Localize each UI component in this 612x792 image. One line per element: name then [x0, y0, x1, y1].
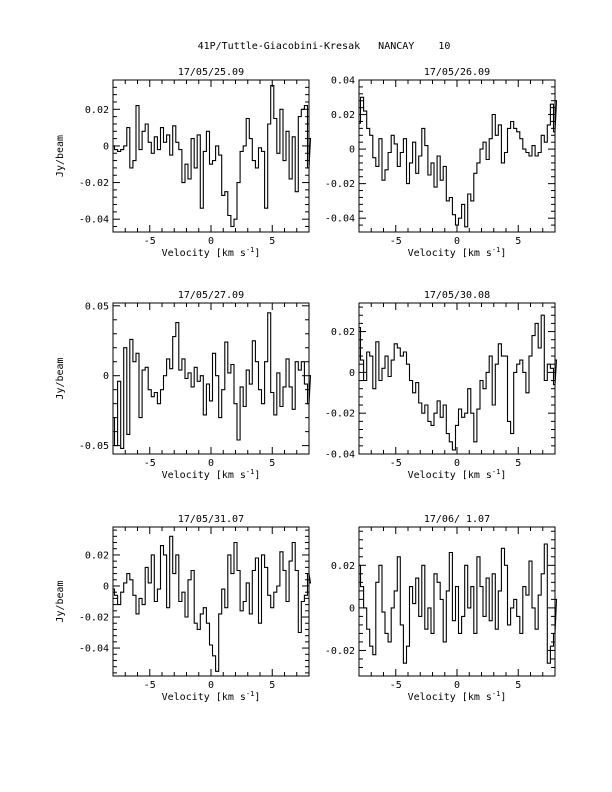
figure-title: 41P/Tuttle-Giacobini-Kresak NANCAY 10 — [197, 41, 451, 52]
x-axis-label — [408, 246, 507, 259]
y-tick-label: 0.02 — [84, 550, 109, 562]
panel-title: 17/05/27.09 — [177, 290, 245, 301]
x-tick-label: 5 — [515, 458, 522, 469]
x-axis-label-text: Velocity [km s — [407, 470, 492, 481]
y-tick-label: 0.04 — [330, 75, 355, 87]
y-tick-label: 0.02 — [330, 560, 355, 572]
y-axis-label: Jy/beam — [55, 580, 66, 623]
spectrum-line — [359, 315, 557, 450]
x-axis-label-text: Velocity [km s — [161, 248, 246, 259]
y-tick-label: -0.02 — [324, 645, 355, 657]
x-axis-label-text: Velocity [km s — [407, 248, 492, 259]
y-tick-label: -0.04 — [78, 643, 109, 655]
x-axis-label-close: ] — [254, 470, 261, 481]
x-axis-label — [162, 246, 261, 259]
y-tick-label: 0.02 — [330, 327, 355, 339]
y-tick-label: 0.02 — [84, 104, 109, 116]
x-axis-label-close: ] — [254, 248, 261, 259]
spectrum-line — [113, 86, 311, 227]
x-tick-label: 5 — [269, 680, 276, 691]
x-axis-label-text: Velocity [km s — [407, 692, 492, 703]
spectrum-line — [359, 97, 557, 227]
y-tick-label: 0 — [102, 371, 109, 383]
x-tick-label: 5 — [515, 680, 522, 691]
x-tick-label: 5 — [269, 236, 276, 247]
x-tick-label: -5 — [143, 680, 156, 691]
x-tick-label: 0 — [207, 236, 215, 247]
x-axis-label-exponent: -1 — [491, 246, 501, 254]
y-tick-label: -0.02 — [78, 178, 109, 190]
x-tick-label: 0 — [453, 458, 461, 469]
x-tick-label: -5 — [389, 236, 402, 247]
x-axis-label — [162, 690, 261, 703]
x-axis-label-close: ] — [254, 692, 261, 703]
y-tick-label: 0 — [102, 581, 109, 593]
spectrum-panel-5 — [55, 514, 311, 703]
x-axis-label — [408, 468, 507, 481]
spectrum-panel-2 — [325, 67, 557, 259]
x-tick-label: 0 — [207, 458, 215, 469]
y-tick-label: 0.05 — [84, 301, 109, 313]
x-axis-label-close: ] — [500, 692, 507, 703]
x-tick-label: -5 — [389, 680, 402, 691]
y-tick-label: -0.02 — [324, 408, 355, 420]
y-tick-label: 0 — [348, 367, 355, 379]
x-axis-label-close: ] — [500, 470, 507, 481]
x-tick-label: 5 — [515, 236, 522, 247]
plot-frame — [359, 527, 555, 676]
x-tick-label: -5 — [389, 458, 402, 469]
y-tick-label: -0.02 — [78, 612, 109, 624]
x-axis-label-text: Velocity [km s — [161, 470, 246, 481]
x-tick-label: 5 — [269, 458, 276, 469]
panel-title: 17/05/26.09 — [423, 67, 491, 78]
x-axis-label-exponent: -1 — [245, 468, 255, 476]
y-tick-label: 0 — [348, 144, 355, 156]
panel-title: 17/05/30.08 — [423, 290, 491, 301]
x-tick-label: 0 — [453, 236, 461, 247]
x-axis-label-exponent: -1 — [245, 246, 255, 254]
x-axis-label — [408, 690, 507, 703]
y-tick-label: -0.04 — [324, 449, 355, 461]
y-axis-label: Jy/beam — [55, 134, 66, 178]
plot-frame — [113, 80, 309, 232]
x-axis-label — [162, 468, 261, 481]
panel-title: 17/06/ 1.07 — [423, 514, 491, 525]
y-tick-label: -0.04 — [324, 213, 355, 225]
x-tick-label: 0 — [453, 680, 461, 691]
spectrum-panel-6 — [325, 514, 557, 703]
x-axis-label-close: ] — [500, 248, 507, 259]
y-tick-label: 0.02 — [330, 110, 355, 122]
spectrum-panel-1 — [55, 67, 311, 259]
spectrum-panel-4 — [325, 290, 557, 481]
x-tick-label: -5 — [143, 458, 156, 469]
spectrum-line — [113, 313, 311, 449]
x-tick-label: -5 — [143, 236, 156, 247]
spectrum-line — [113, 536, 311, 671]
x-axis-label-text: Velocity [km s — [161, 692, 246, 703]
x-tick-label: 0 — [207, 680, 215, 691]
y-axis-label: Jy/beam — [55, 357, 66, 400]
spectrum-panel-3 — [55, 290, 311, 481]
y-tick-label: 0 — [102, 141, 109, 153]
spectrum-line — [359, 544, 557, 663]
x-axis-label-exponent: -1 — [245, 690, 255, 698]
y-tick-label: -0.05 — [78, 441, 109, 453]
x-axis-label-exponent: -1 — [491, 468, 501, 476]
y-tick-label: -0.04 — [78, 214, 109, 226]
x-axis-label-exponent: -1 — [491, 690, 501, 698]
y-tick-label: -0.02 — [324, 179, 355, 191]
panel-title: 17/05/31.07 — [177, 514, 245, 525]
panel-title: 17/05/25.09 — [177, 67, 245, 78]
y-tick-label: 0 — [348, 603, 355, 615]
